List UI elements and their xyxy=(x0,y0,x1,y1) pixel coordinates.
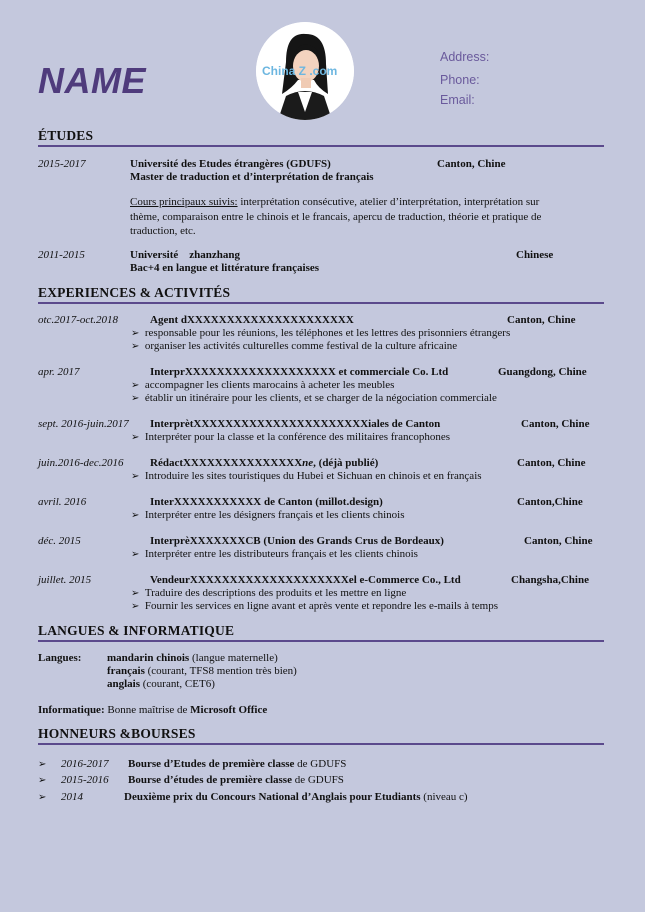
experience-title: InterprètXXXXXXXXXXXXXXXXXXXXXXiales de Canton xyxy=(150,418,441,430)
languages-label: Langues: xyxy=(38,652,82,664)
section-divider xyxy=(38,640,604,642)
courses-label: Cours principaux suivis: xyxy=(130,196,238,208)
email-label: Email: xyxy=(440,93,475,107)
experience-location: Canton, Chine xyxy=(524,535,593,547)
bullet-arrow-icon: ➢ xyxy=(131,393,140,404)
list-item: ➢ responsable pour les réunions, les téléphones et les lettres des prisonniers étrangers xyxy=(131,327,511,339)
experience-date: déc. 2015 xyxy=(38,535,81,547)
list-item xyxy=(38,773,46,788)
education-location: Chinese xyxy=(516,249,554,261)
bullet-arrow-icon: ➢ xyxy=(131,341,140,352)
honor-title: Bourse d’Etudes de première classe de GDUFS xyxy=(128,758,347,770)
experience-location: Guangdong, Chine xyxy=(498,366,587,378)
section-divider xyxy=(38,302,604,304)
avatar xyxy=(256,22,354,120)
section-divider xyxy=(38,145,604,147)
experience-title: InterprXXXXXXXXXXXXXXXXXXX et commerciale Co. Ltd xyxy=(150,366,449,378)
bullet-arrow-icon: ➢ xyxy=(131,549,140,560)
bullet-arrow-icon: ➢ xyxy=(131,432,140,443)
list-item: ➢ accompagner les clients marocains à acheter les meubles xyxy=(131,379,395,391)
informatique-line: Informatique: Bonne maîtrise de Microsoft Office xyxy=(38,704,268,716)
bullet-arrow-icon: ➢ xyxy=(131,328,140,339)
education-location: Canton, Chine xyxy=(437,158,506,170)
experience-date: avril. 2016 xyxy=(38,496,87,508)
honor-title: Deuxième prix du Concours National d’Anglais pour Etudiants (niveau c) xyxy=(124,791,468,803)
experience-title: InterprèXXXXXXXCB (Union des Grands Crus de Bordeaux) xyxy=(150,535,444,547)
experience-date: juillet. 2015 xyxy=(38,574,92,586)
experience-title: InterXXXXXXXXXXX de Canton (millot.design) xyxy=(150,496,383,508)
section-divider xyxy=(38,743,604,745)
list-item: ➢ Interpréter entre les distributeurs français et les clients chinois xyxy=(131,548,418,560)
bullet-arrow-icon: ➢ xyxy=(131,471,140,482)
bullet-arrow-icon: ➢ xyxy=(38,775,47,786)
experience-location: Changsha,Chine xyxy=(511,574,589,586)
education-courses xyxy=(130,195,570,239)
bullet-arrow-icon: ➢ xyxy=(38,759,47,770)
experience-date: juin.2016-dec.2016 xyxy=(38,457,124,469)
address-label: Address: xyxy=(440,50,490,64)
honor-date: 2016-2017 xyxy=(61,758,109,770)
education-date: 2011-2015 xyxy=(38,249,85,261)
experience-location: Canton, Chine xyxy=(521,418,590,430)
experience-date: sept. 2016-juin.2017 xyxy=(38,418,129,430)
experience-location: Canton, Chine xyxy=(507,314,576,326)
courses-line: thème, comparaison entre le chinois et le francais, apercu de traduction, théorie et pratique de xyxy=(130,210,542,223)
experience-title: RédactXXXXXXXXXXXXXXXne, (déjà publié) xyxy=(150,457,379,469)
list-item xyxy=(38,790,46,805)
list-item: ➢ Fournir les services en ligne avant et après vente et repondre les e-mails à temps xyxy=(131,600,498,612)
list-item: ➢ établir un itinéraire pour les clients, et se charger de la négociation commerciale xyxy=(131,392,497,404)
honor-date: 2014 xyxy=(61,791,83,803)
list-item: ➢ Interpréter pour la classe et la conférence des militaires francophones xyxy=(131,431,450,443)
watermark-logo: China Z .com xyxy=(262,64,338,78)
section-title-langues: LANGUES & INFORMATIQUE xyxy=(38,623,235,638)
education-degree: Bac+4 en langue et littérature françaises xyxy=(130,262,320,274)
section-title-experiences: EXPERIENCES & ACTIVITÉS xyxy=(38,285,231,300)
list-item xyxy=(38,757,46,772)
education-school: Université zhanzhang xyxy=(130,249,240,261)
language-item: français (courant, TFS8 mention très bien) xyxy=(107,665,297,677)
language-item: anglais (courant, CET6) xyxy=(107,678,215,690)
language-item: mandarin chinois (langue maternelle) xyxy=(107,652,278,664)
honor-title: Bourse d’études de première classe de GDUFS xyxy=(128,774,344,786)
bullet-arrow-icon: ➢ xyxy=(38,792,47,803)
courses-line: traduction, etc. xyxy=(130,225,196,237)
experience-location: Canton, Chine xyxy=(517,457,586,469)
list-item: ➢ Interpréter entre les désigners français et les clients chinois xyxy=(131,509,405,521)
list-item: ➢ Traduire des descriptions des produits et les mettre en ligne xyxy=(131,587,407,599)
bullet-arrow-icon: ➢ xyxy=(131,588,140,599)
experience-title: VendeurXXXXXXXXXXXXXXXXXXXXel e-Commerce Co., Ltd xyxy=(150,574,461,586)
experience-title: Agent dXXXXXXXXXXXXXXXXXXXXX xyxy=(150,314,354,326)
experience-date: apr. 2017 xyxy=(38,366,80,378)
education-date: 2015-2017 xyxy=(38,158,86,170)
section-title-honneurs: HONNEURS &BOURSES xyxy=(38,726,196,741)
list-item: ➢ organiser les activités culturelles comme festival de la culture africaine xyxy=(131,340,458,352)
bullet-arrow-icon: ➢ xyxy=(131,601,140,612)
bullet-arrow-icon: ➢ xyxy=(131,380,140,391)
candidate-name: NAME xyxy=(38,60,146,101)
education-school: Université des Etudes étrangères (GDUFS) xyxy=(130,158,331,170)
courses-line: interprétation consécutive, atelier d’interprétation, interprétation sur xyxy=(237,196,540,208)
education-degree: Master de traduction et d’interprétation de français xyxy=(130,171,374,183)
experience-date: otc.2017-oct.2018 xyxy=(38,314,119,326)
honor-date: 2015-2016 xyxy=(61,774,109,786)
bullet-arrow-icon: ➢ xyxy=(131,510,140,521)
phone-label: Phone: xyxy=(440,73,480,87)
list-item: ➢ Introduire les sites touristiques du Hubei et Sichuan en chinois et en français xyxy=(131,470,482,482)
section-title-etudes: ÉTUDES xyxy=(38,128,94,143)
experience-location: Canton,Chine xyxy=(517,496,583,508)
